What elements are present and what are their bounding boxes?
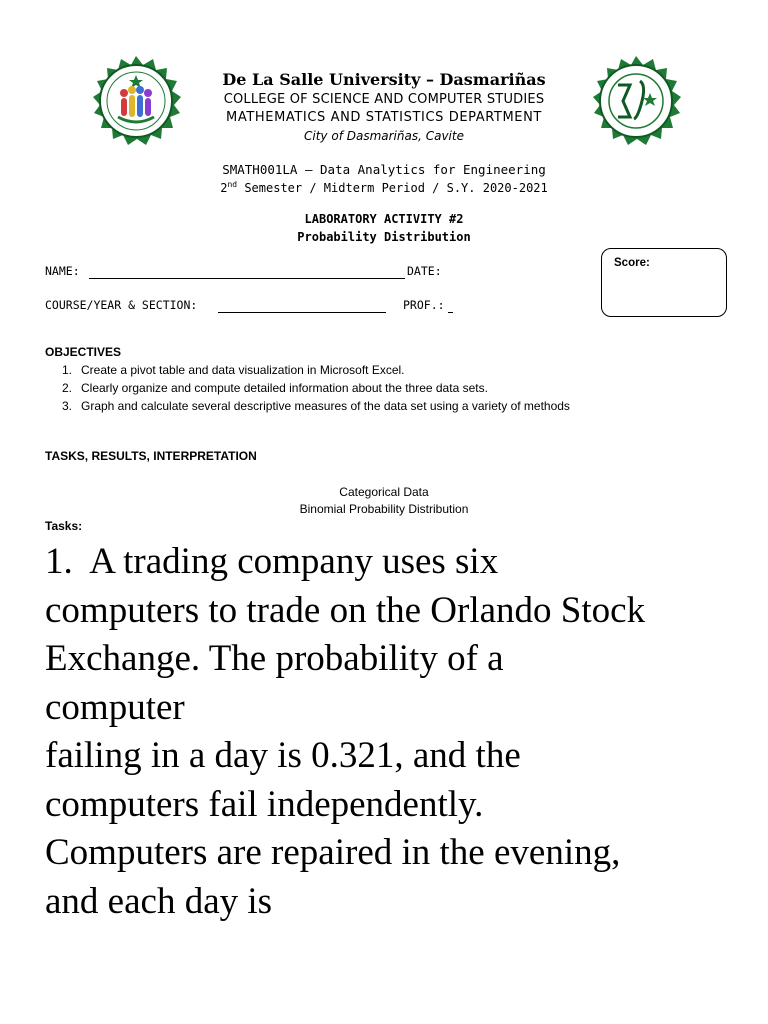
- score-box[interactable]: [601, 248, 727, 317]
- college-name: COLLEGE OF SCIENCE AND COMPUTER STUDIES: [223, 92, 545, 107]
- objective-item: [62, 361, 570, 379]
- department-name: MATHEMATICS AND STATISTICS DEPARTMENT: [226, 110, 542, 125]
- tasks-heading: TASKS, RESULTS, INTERPRETATION: [45, 449, 257, 463]
- problem-line: computers to trade on the Orlando Stock: [45, 589, 646, 631]
- semester-line: [150, 180, 618, 195]
- objective-number: 3.: [62, 399, 73, 413]
- date-label: DATE:: [407, 264, 442, 278]
- objective-number: 1.: [62, 363, 73, 377]
- prof-label: PROF.:: [403, 298, 445, 312]
- course-title: SMATH001LA – Data Analytics for Engineering: [222, 162, 546, 177]
- distribution-name: Binomial Probability Distribution: [299, 502, 469, 516]
- objective-item: [62, 379, 570, 397]
- objective-text: Create a pivot table and data visualization in Microsoft Excel.: [81, 363, 405, 377]
- problem-line: Exchange. The probability of a: [45, 638, 504, 679]
- objectives-list: [62, 361, 570, 415]
- semester-detail: Semester / Midterm Period / S.Y. 2020-2021: [237, 181, 548, 195]
- course-section-field[interactable]: [218, 298, 386, 313]
- course-section-label: COURSE/YEAR & SECTION:: [45, 298, 198, 312]
- problem-line: 1. A trading company uses six: [45, 541, 499, 582]
- objectives-heading: OBJECTIVES: [45, 345, 122, 359]
- activity-title: LABORATORY ACTIVITY #2: [304, 212, 464, 226]
- city-name: City of Dasmariñas, Cavite: [304, 129, 464, 143]
- semester-suffix: nd: [227, 180, 238, 189]
- semester-number: 2: [220, 181, 228, 195]
- problem-text: [45, 538, 745, 926]
- name-field[interactable]: [89, 264, 405, 279]
- prof-field[interactable]: [448, 298, 453, 313]
- name-label: NAME:: [45, 264, 80, 278]
- problem-line: failing in a day is 0.321, and the: [45, 735, 521, 776]
- activity-subtitle: Probability Distribution: [297, 230, 471, 244]
- objective-text: Graph and calculate several descriptive measures of the data set using a variety of methods: [81, 399, 570, 413]
- objective-item: [62, 397, 570, 415]
- problem-line: and each day is: [45, 880, 273, 922]
- data-category: Categorical Data: [339, 485, 429, 499]
- score-label: Score:: [614, 257, 650, 269]
- problem-line: Computers are repaired in the evening,: [45, 832, 621, 873]
- objective-number: 2.: [62, 381, 73, 395]
- tasks-label: Tasks:: [45, 519, 83, 533]
- problem-line: computer: [45, 686, 185, 728]
- problem-line: computers fail independently.: [45, 783, 484, 825]
- university-name: De La Salle University – Dasmariñas: [222, 70, 546, 89]
- objective-text: Clearly organize and compute detailed information about the three data sets.: [81, 381, 488, 395]
